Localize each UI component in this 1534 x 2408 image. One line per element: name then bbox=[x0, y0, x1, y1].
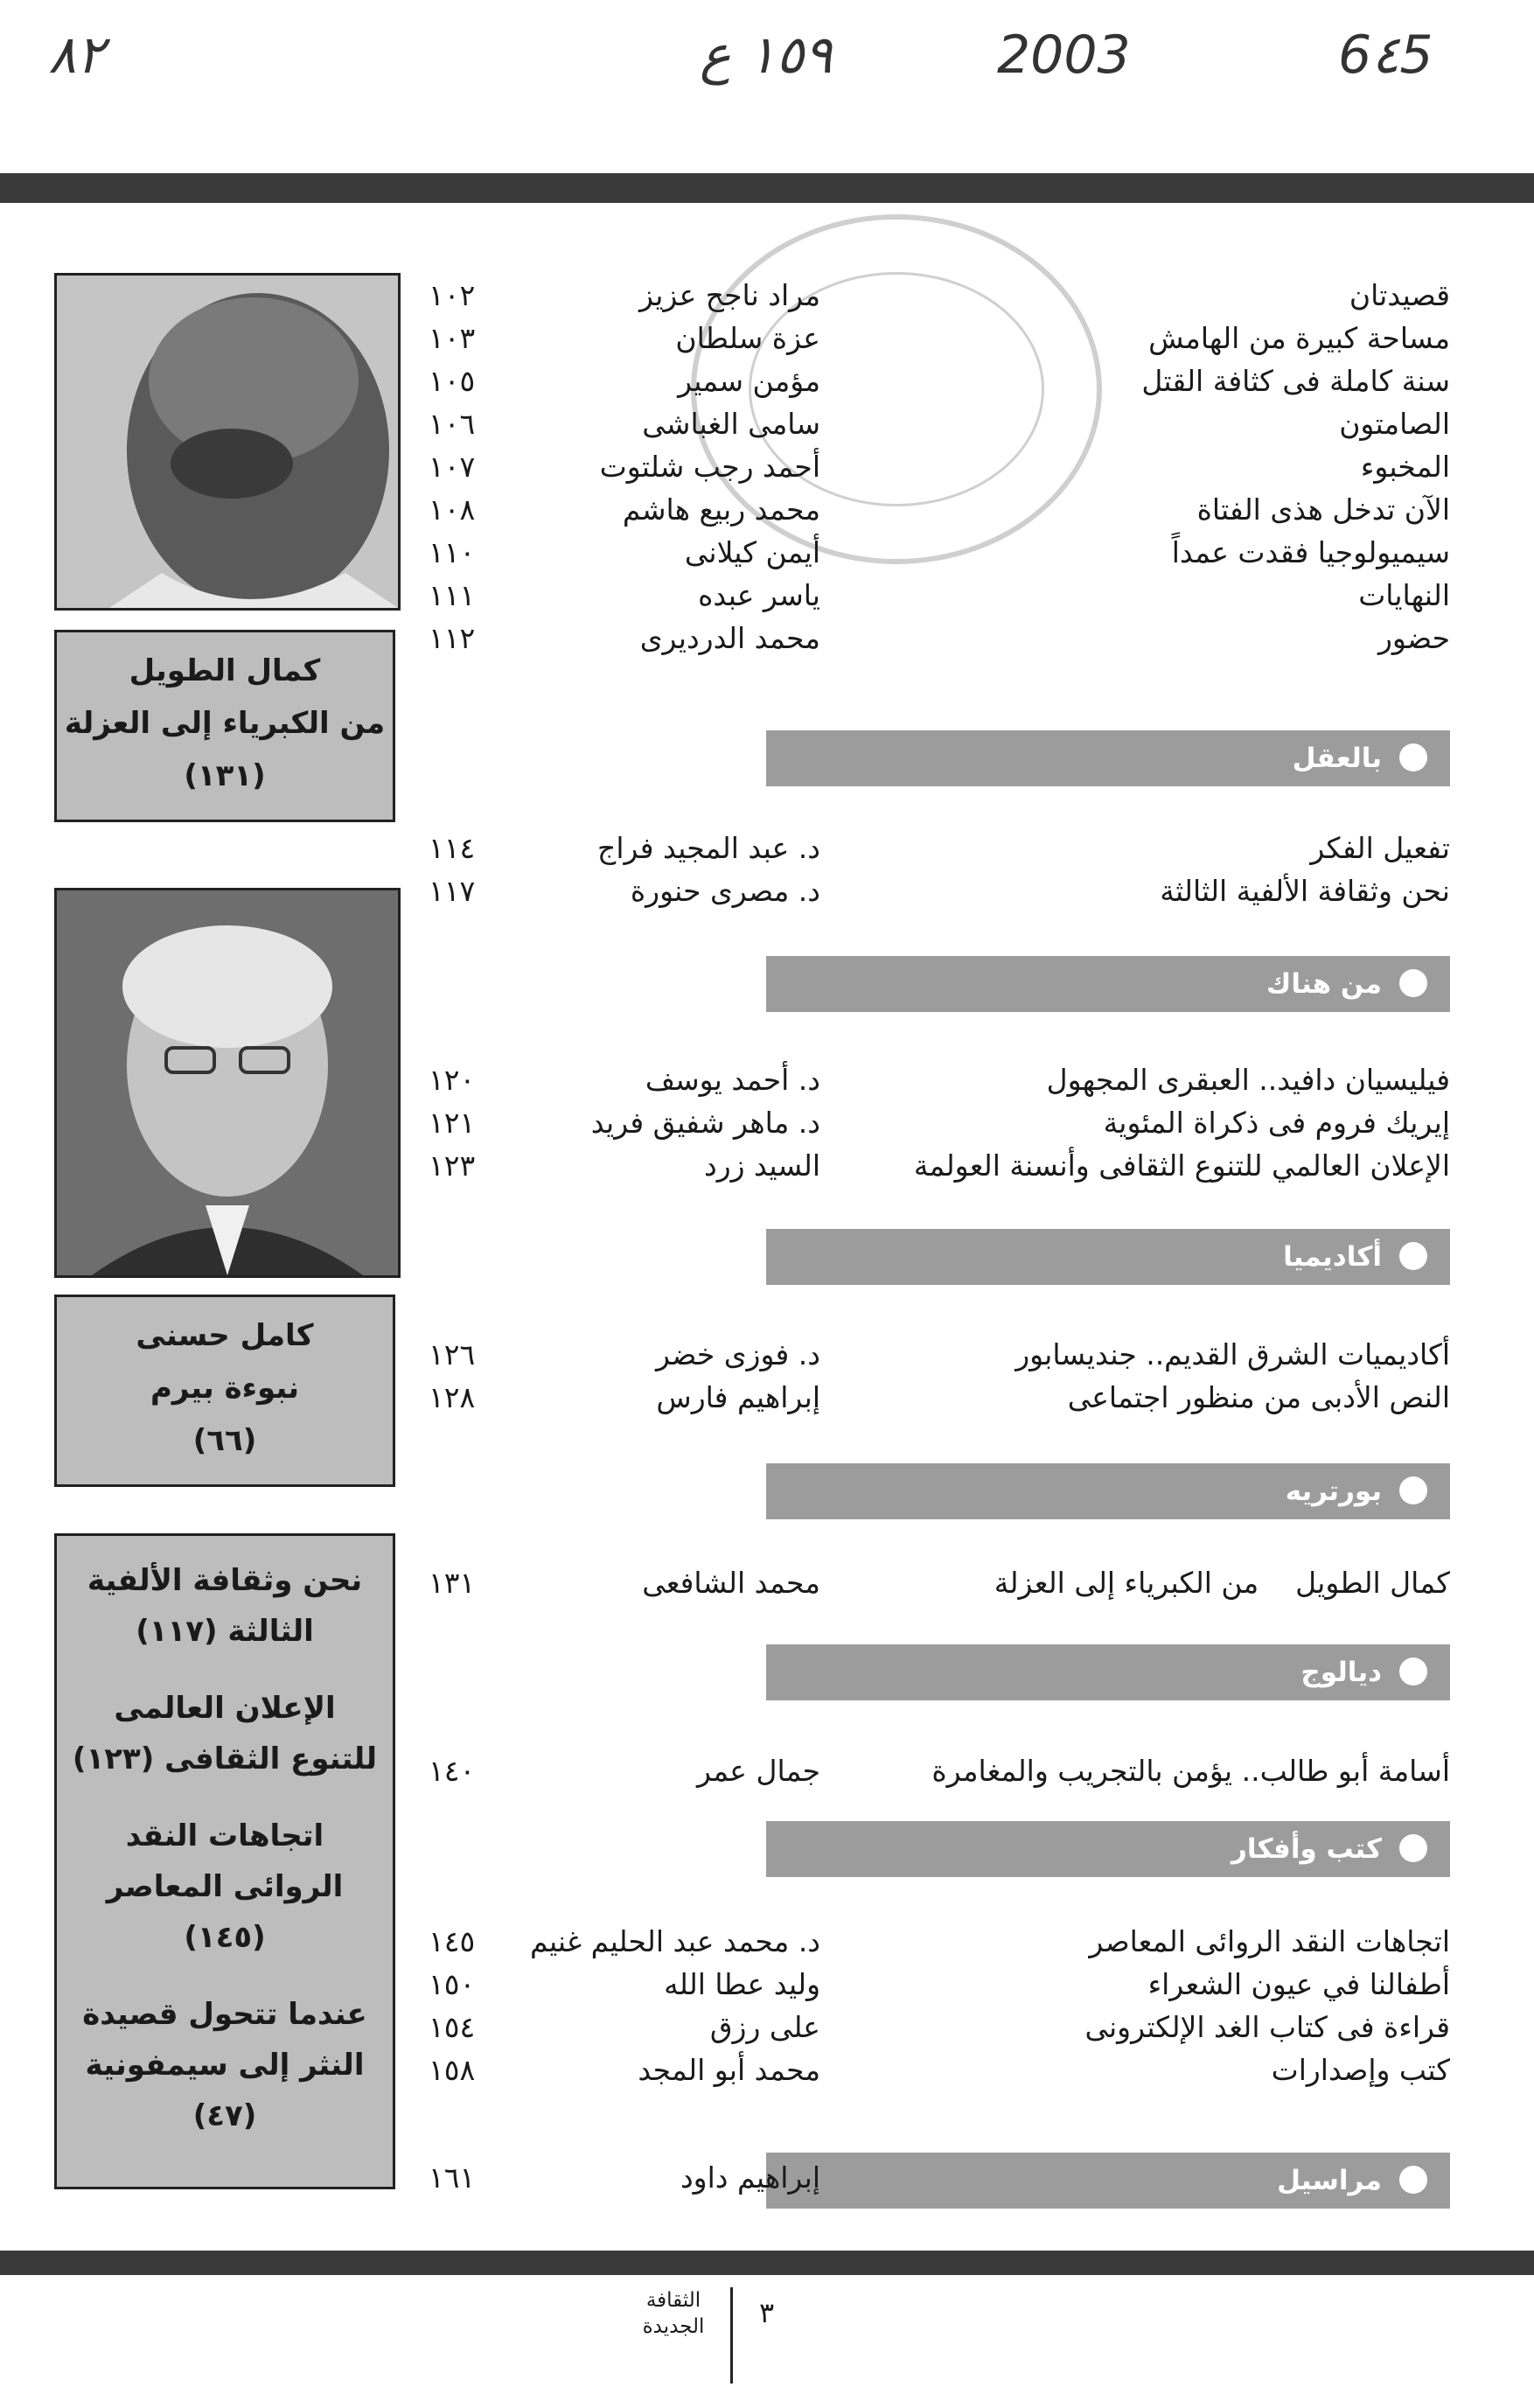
toc-row bbox=[429, 1749, 1450, 1793]
toc-title: أكاديميات الشرق القديم.. جنديسابور bbox=[1015, 1337, 1450, 1372]
toc-page: ١٢١ bbox=[429, 1106, 476, 1140]
toc-title: قصيدتان bbox=[1349, 278, 1450, 312]
toc-title: فيليسيان دافيد.. العبقرى المجهول bbox=[1046, 1063, 1450, 1097]
toc-title: كمال الطويل من الكبرياء إلى العزلة bbox=[994, 1566, 1450, 1600]
toc-row bbox=[429, 1561, 1450, 1605]
toc-page: ١٥٤ bbox=[429, 2010, 476, 2044]
toc-author: عزة سلطان bbox=[675, 321, 820, 355]
highlight-item: اتجاهات النقد الروائى المعاصر (١٤٥) bbox=[106, 1818, 344, 1955]
toc-row bbox=[429, 317, 1450, 360]
toc-author: وليد عطا الله bbox=[664, 1967, 820, 2001]
highlights-box bbox=[54, 1533, 395, 2189]
toc-row bbox=[429, 445, 1450, 489]
toc-title: النص الأدبى من منظور اجتماعى bbox=[1067, 1380, 1450, 1414]
toc-author: أحمد رجب شلتوت bbox=[599, 450, 820, 484]
toc-row bbox=[429, 1101, 1450, 1145]
caption-top-line1: كمال الطويل bbox=[129, 653, 321, 688]
top-rule bbox=[0, 173, 1534, 203]
toc-row bbox=[429, 1333, 1450, 1377]
toc-title: نحن وثقافة الألفية الثالثة bbox=[1160, 874, 1450, 908]
toc-author: محمد الشافعى bbox=[642, 1566, 820, 1600]
toc-page: ١٤٥ bbox=[429, 1924, 476, 1958]
section-label: كتب وأفكار bbox=[1231, 1833, 1382, 1865]
toc-author: د. فوزى خضر bbox=[656, 1337, 820, 1372]
section-header-dialogue bbox=[766, 1644, 1450, 1700]
section-header-akadimia bbox=[766, 1229, 1450, 1285]
toc-row bbox=[429, 531, 1450, 575]
section-header-portrait bbox=[766, 1463, 1450, 1519]
toc-author: السيد زرد bbox=[704, 1148, 820, 1183]
caption-middle-line2: نبوءة بيرم bbox=[150, 1371, 299, 1406]
toc-row bbox=[429, 1920, 1450, 1964]
toc-title: أطفالنا في عيون الشعراء bbox=[1147, 1967, 1450, 2001]
toc-row bbox=[429, 1376, 1450, 1420]
toc-title: الآن تدخل هذى الفتاة bbox=[1196, 492, 1450, 527]
toc-page: ١٠٣ bbox=[429, 321, 476, 355]
toc-page: ١٢٠ bbox=[429, 1063, 476, 1097]
toc-author: جمال عمر bbox=[697, 1754, 820, 1788]
caption-middle-line3: (٦٦) bbox=[192, 1423, 257, 1458]
toc-row bbox=[429, 402, 1450, 446]
handwritten-annotation-1: ٨٢ bbox=[48, 24, 105, 86]
bottom-rule bbox=[0, 2251, 1534, 2275]
toc-author: محمد ربيع هاشم bbox=[622, 492, 820, 527]
portrait-man-glasses-icon bbox=[57, 890, 398, 1275]
toc-page: ١٢٣ bbox=[429, 1148, 476, 1183]
toc-row bbox=[429, 2006, 1450, 2049]
caption-top-line2: من الكبرياء إلى العزلة bbox=[64, 706, 386, 741]
toc-author: محمد الدرديرى bbox=[639, 621, 820, 655]
toc-author: د. ماهر شفيق فريد bbox=[590, 1106, 820, 1140]
toc-page: ١٠٧ bbox=[429, 450, 476, 484]
section-label: مراسيل bbox=[1277, 2165, 1382, 2196]
portrait-man-bald-icon bbox=[57, 276, 398, 608]
toc-row bbox=[429, 1144, 1450, 1188]
toc-row bbox=[429, 1963, 1450, 2007]
toc-title: اتجاهات النقد الروائى المعاصر bbox=[1089, 1924, 1450, 1958]
section-header-bil-aql bbox=[766, 730, 1450, 786]
portrait-photo-top bbox=[54, 273, 401, 611]
toc-title: إيريك فروم فى ذكراة المئوية bbox=[1103, 1106, 1450, 1140]
section-label: بورتريه bbox=[1285, 1476, 1382, 1507]
toc-row bbox=[429, 274, 1450, 318]
bullet-dot-icon bbox=[1399, 1242, 1427, 1270]
toc-title: أسامة أبو طالب.. يؤمن بالتجريب والمغامرة bbox=[931, 1754, 1450, 1788]
section-label: بالعقل bbox=[1292, 743, 1382, 774]
toc-author: سامى الغباشى bbox=[642, 407, 820, 441]
toc-author: د. أحمد يوسف bbox=[645, 1063, 820, 1097]
toc-row bbox=[429, 488, 1450, 532]
toc-page: ١٢٦ bbox=[429, 1337, 476, 1372]
toc-page: ١٢٨ bbox=[429, 1380, 476, 1414]
toc-author: إبراهيم فارس bbox=[656, 1380, 820, 1414]
toc-row bbox=[429, 2049, 1450, 2092]
caption-middle-line1: كامل حسنى bbox=[136, 1318, 314, 1353]
toc-page: ١١٤ bbox=[429, 831, 476, 865]
toc-row bbox=[429, 827, 1450, 870]
page-number: ٣ bbox=[759, 2296, 775, 2329]
toc-page: ١٠٨ bbox=[429, 492, 476, 527]
magazine-name: الثقافة الجديدة bbox=[642, 2289, 705, 2338]
toc-title: الصامتون bbox=[1339, 407, 1450, 441]
toc-page: ١٦١ bbox=[429, 2160, 476, 2195]
toc-author: ياسر عبده bbox=[698, 578, 820, 612]
toc-row bbox=[429, 359, 1450, 403]
toc-page: ١٥٨ bbox=[429, 2053, 476, 2087]
section-label: من هناك bbox=[1266, 968, 1382, 1000]
toc-row bbox=[429, 1058, 1450, 1102]
highlight-item: نحن وثقافة الألفية الثالثة (١١٧) bbox=[87, 1563, 363, 1649]
highlight-item: عندما تتحول قصيدة النثر إلى سيمفونية (٤٧) bbox=[82, 1997, 367, 2133]
section-header-min-hunak bbox=[766, 956, 1450, 1012]
toc-author: أيمن كيلانى bbox=[684, 535, 820, 569]
bullet-dot-icon bbox=[1399, 969, 1427, 997]
bullet-dot-icon bbox=[1399, 743, 1427, 771]
toc-page: ١١١ bbox=[429, 578, 476, 612]
footer-divider bbox=[730, 2287, 733, 2384]
toc-page: ١١٢ bbox=[429, 621, 476, 655]
toc-page: ١٥٠ bbox=[429, 1967, 476, 2001]
toc-title: سنة كاملة فى كثافة القتل bbox=[1141, 364, 1450, 398]
bullet-dot-icon bbox=[1399, 1476, 1427, 1504]
toc-title: قراءة فى كتاب الغد الإلكترونى bbox=[1084, 2010, 1450, 2044]
toc-page: ١٠٥ bbox=[429, 364, 476, 398]
toc-title: كتب وإصدارات bbox=[1271, 2053, 1450, 2087]
toc-author: مؤمن سمير bbox=[678, 364, 820, 398]
toc-author: د. مصرى حنورة bbox=[630, 874, 820, 908]
section-header-books-ideas bbox=[766, 1821, 1450, 1877]
toc-title: المخبوء bbox=[1360, 450, 1450, 484]
toc-author: على رزق bbox=[709, 2010, 820, 2044]
handwritten-annotation-3: 2003 bbox=[997, 24, 1131, 86]
toc-author: مراد ناجح عزيز bbox=[639, 278, 820, 312]
handwritten-annotation-2: ١٥٩ ع bbox=[700, 24, 833, 86]
toc-page: ١١٠ bbox=[429, 535, 476, 569]
handwritten-annotation-4: 6٤5 bbox=[1338, 24, 1433, 86]
bullet-dot-icon bbox=[1399, 1834, 1427, 1862]
section-label: أكاديميا bbox=[1283, 1241, 1382, 1273]
highlight-item: الإعلان العالمى للتنوع الثقافى (١٢٣) bbox=[72, 1691, 378, 1776]
toc-row bbox=[429, 574, 1450, 618]
toc-title: تفعيل الفكر bbox=[1310, 831, 1450, 865]
caption-middle bbox=[54, 1295, 395, 1487]
toc-page: ١٠٢ bbox=[429, 278, 476, 312]
toc-page: ١١٧ bbox=[429, 874, 476, 908]
toc-title: الإعلان العالمي للتنوع الثقافى وأنسنة العولمة bbox=[913, 1148, 1450, 1183]
caption-top bbox=[54, 630, 395, 822]
toc-author: إبراهيم داود bbox=[680, 2160, 820, 2195]
toc-row bbox=[429, 617, 1450, 660]
toc-row bbox=[429, 869, 1450, 913]
toc-title: مساحة كبيرة من الهامش bbox=[1148, 321, 1450, 355]
toc-page: ١٣١ bbox=[429, 1566, 476, 1600]
toc-author: د. عبد المجيد فراج bbox=[597, 831, 820, 865]
toc-author: محمد أبو المجد bbox=[638, 2053, 820, 2087]
toc-page: ١٤٠ bbox=[429, 1754, 476, 1788]
bullet-dot-icon bbox=[1399, 1658, 1427, 1686]
portrait-photo-middle bbox=[54, 888, 401, 1278]
toc-title: سيميولوجيا فقدت عمداً bbox=[1171, 535, 1450, 569]
toc-page: ١٠٦ bbox=[429, 407, 476, 441]
toc-row bbox=[429, 2156, 1450, 2200]
caption-top-line3: (١٣١) bbox=[184, 758, 266, 793]
toc-author: د. محمد عبد الحليم غنيم bbox=[530, 1924, 820, 1958]
toc-title: النهايات bbox=[1358, 578, 1450, 612]
section-label: ديالوج bbox=[1300, 1657, 1382, 1688]
toc-title: حضور bbox=[1377, 621, 1450, 655]
